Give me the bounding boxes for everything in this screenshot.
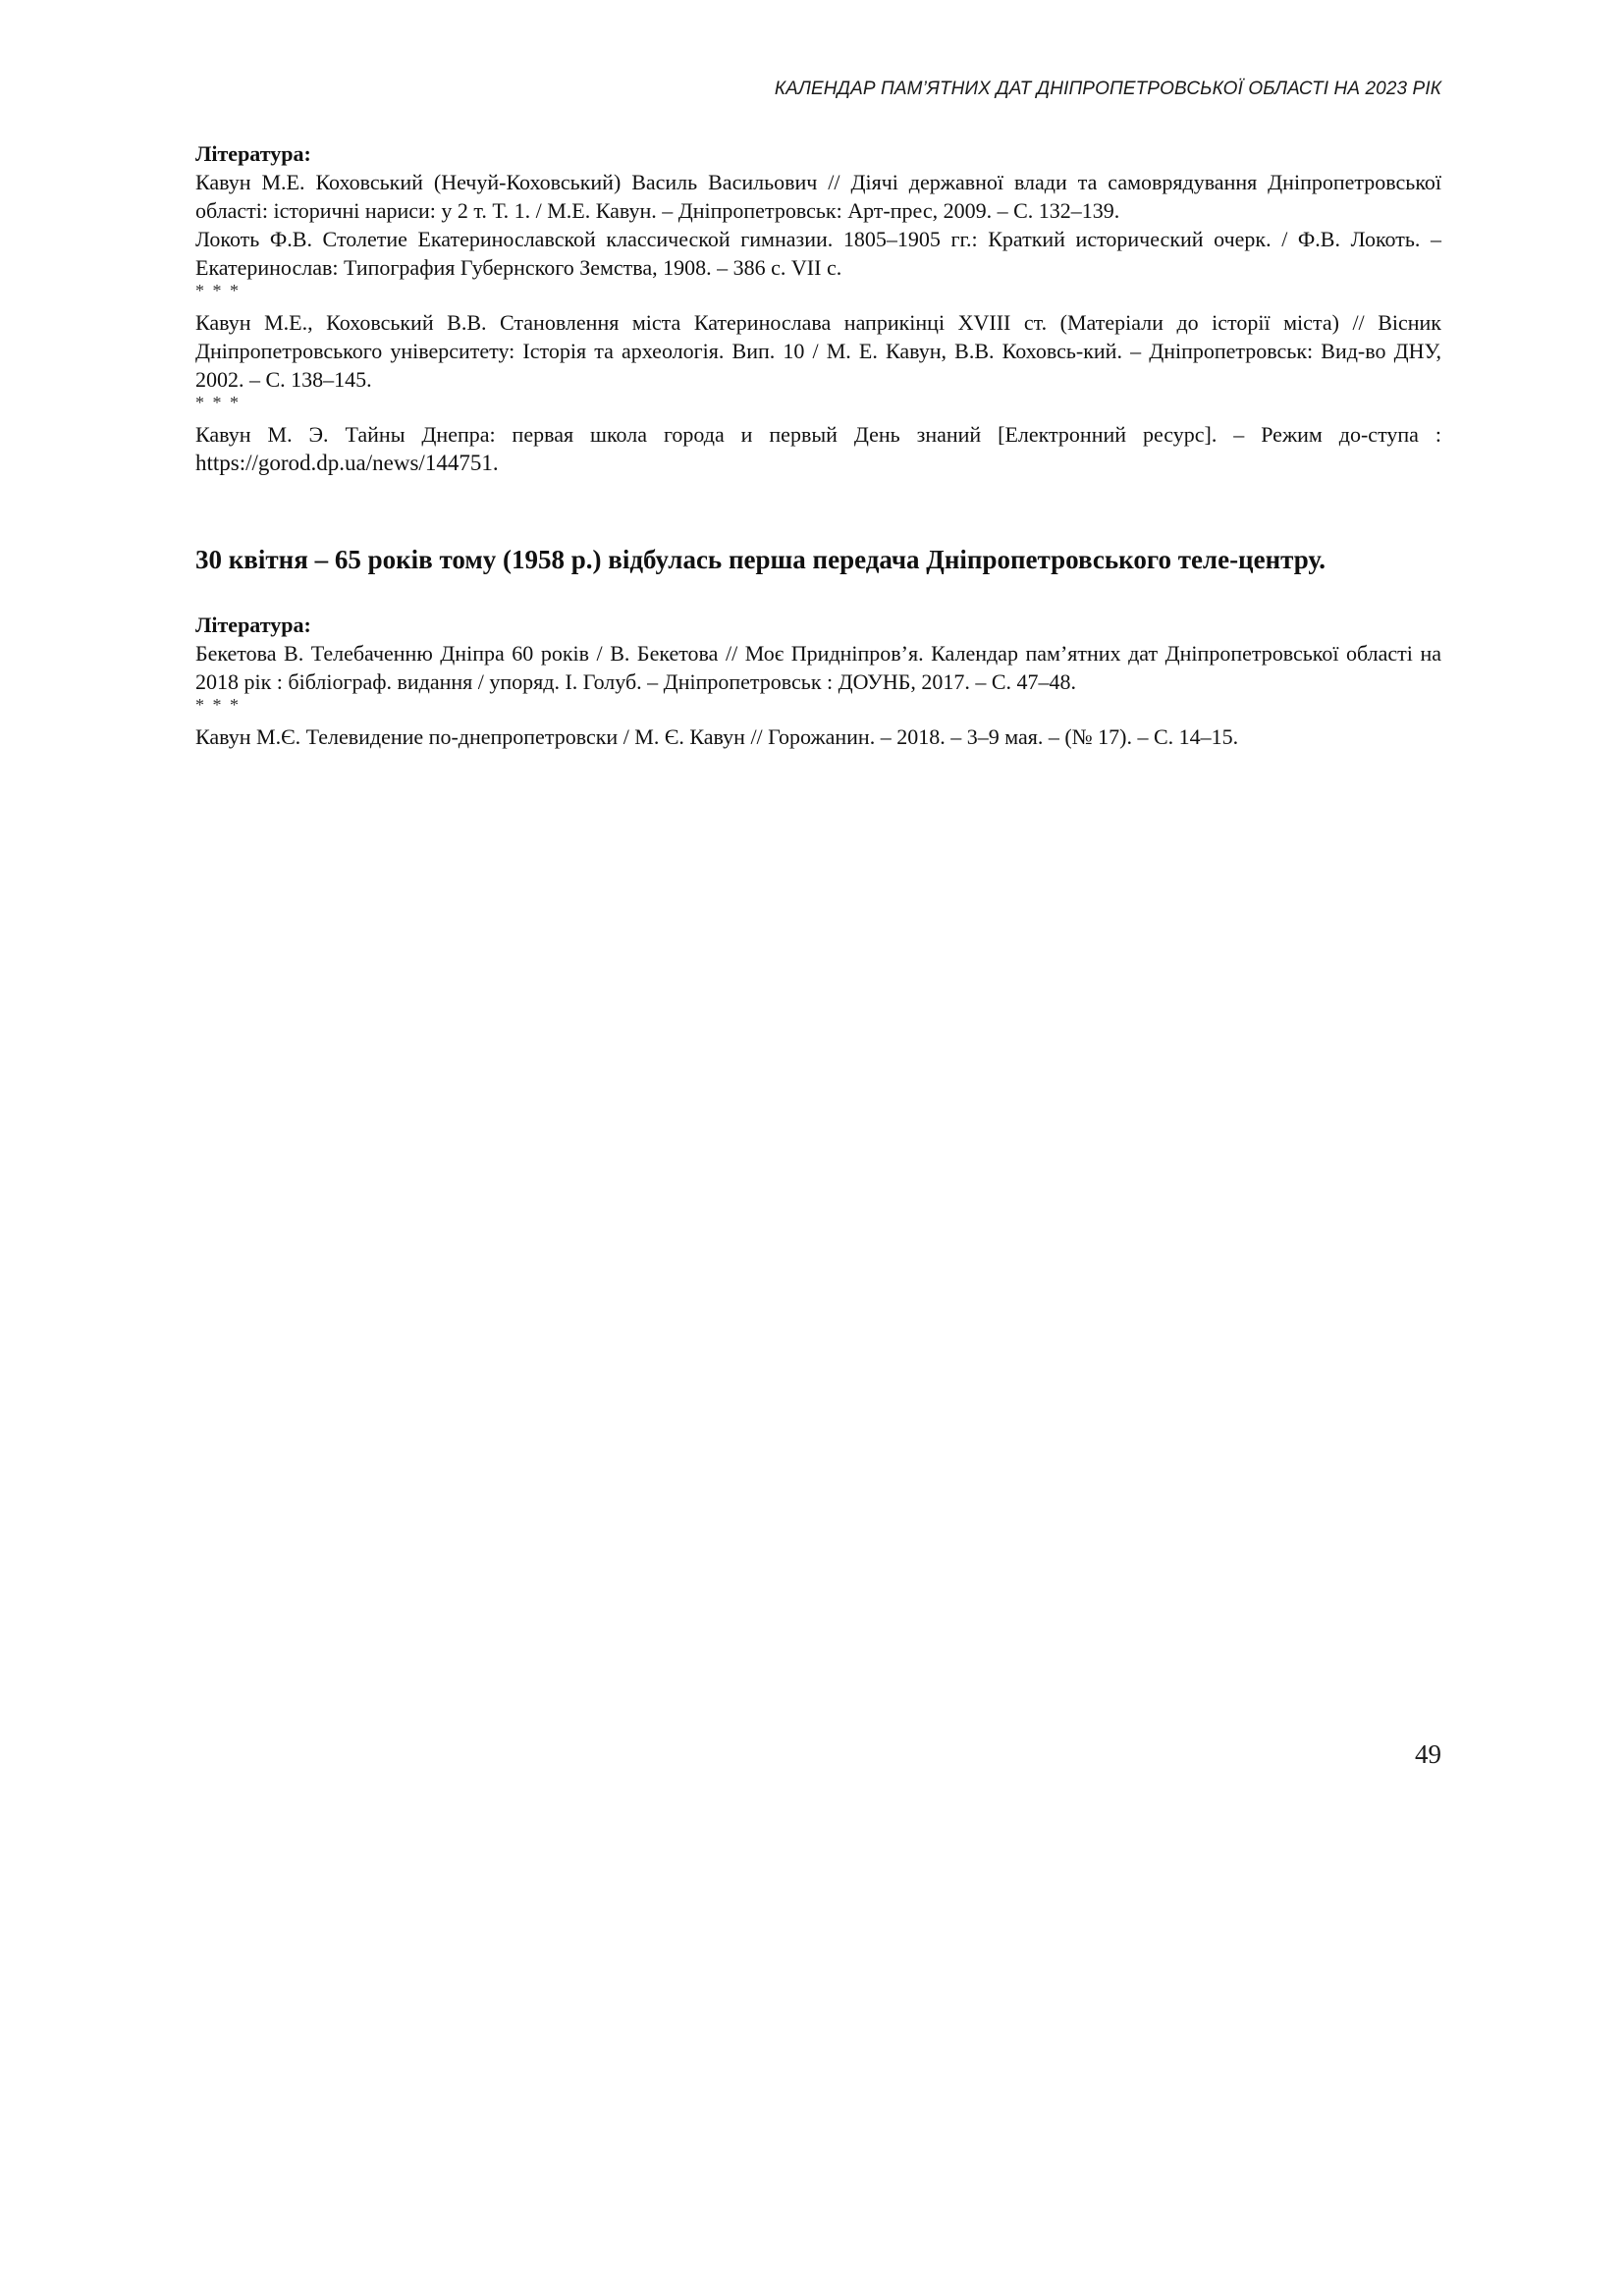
entry-url-link[interactable]: https://gorod.dp.ua/news/144751. (195, 451, 499, 475)
entry-text: Кавун М. Э. Тайны Днепра: первая школа города и первый День знаний [Електронний ресурс]. – Режим до-ступа : (195, 422, 1441, 447)
running-header: КАЛЕНДАР ПАМ’ЯТНИХ ДАТ ДНІПРОПЕТРОВСЬКОЇ ОБЛАСТІ НА 2023 РІК (774, 79, 1441, 99)
page-content (195, 139, 1441, 751)
bibliography-entry: Кавун М.Е., Коховський В.В. Становлення міста Катеринослава наприкінці XVIII ст. (Матеріали до історії міста) // Вісник Дніпропетровського університету: Історія та археологія. Вип. 10 / М. Е. Кавун, В.В. Коховсь-кий. – Дніпропетровськ: Вид-во ДНУ, 2002. – С. 138–145. (195, 310, 1441, 392)
bibliography-entry: Кавун М.Е. Коховський (Нечуй-Коховський) Василь Васильович // Діячі державної влади та самоврядування Дніпропетровської області: історичні нариси: у 2 т. Т. 1. / М.Е. Кавун. – Дніпропетровськ: Арт-прес, 2009. – С. 132–139. (195, 170, 1441, 223)
bibliography-entry: Локоть Ф.В. Столетие Екатеринославской классической гимназии. 1805–1905 гг.: Краткий исторический очерк. / Ф.В. Локоть. – Екатеринослав: Типография Губернского Земства, 1908. – 386 с. VII с. (195, 227, 1441, 280)
bibliography-entry (195, 420, 1441, 477)
event-title: 30 квітня – 65 років тому (1958 р.) відбулась перша передача Дніпропетровського теле-центру. (195, 545, 1326, 574)
entry-separator: * * * (195, 695, 241, 715)
page-number: 49 (1415, 1739, 1441, 1769)
literature-heading: Література: (195, 141, 311, 166)
entry-separator: * * * (195, 393, 241, 412)
bibliography-entry: Бекетова В. Телебаченню Дніпра 60 років / В. Бекетова // Моє Придніпров’я. Календар пам’ятних дат Дніпропетровської області на 2018 рік : бібліограф. видання / упоряд. І. Голуб. – Дніпропетровськ : ДОУНБ, 2017. – С. 47–48. (195, 641, 1441, 694)
bibliography-entry: Кавун М.Є. Телевидение по-днепропетровски / М. Є. Кавун // Горожанин. – 2018. – 3–9 мая. – (№ 17). – С. 14–15. (195, 724, 1239, 749)
entry-separator: * * * (195, 281, 241, 300)
literature-heading: Література: (195, 613, 311, 637)
